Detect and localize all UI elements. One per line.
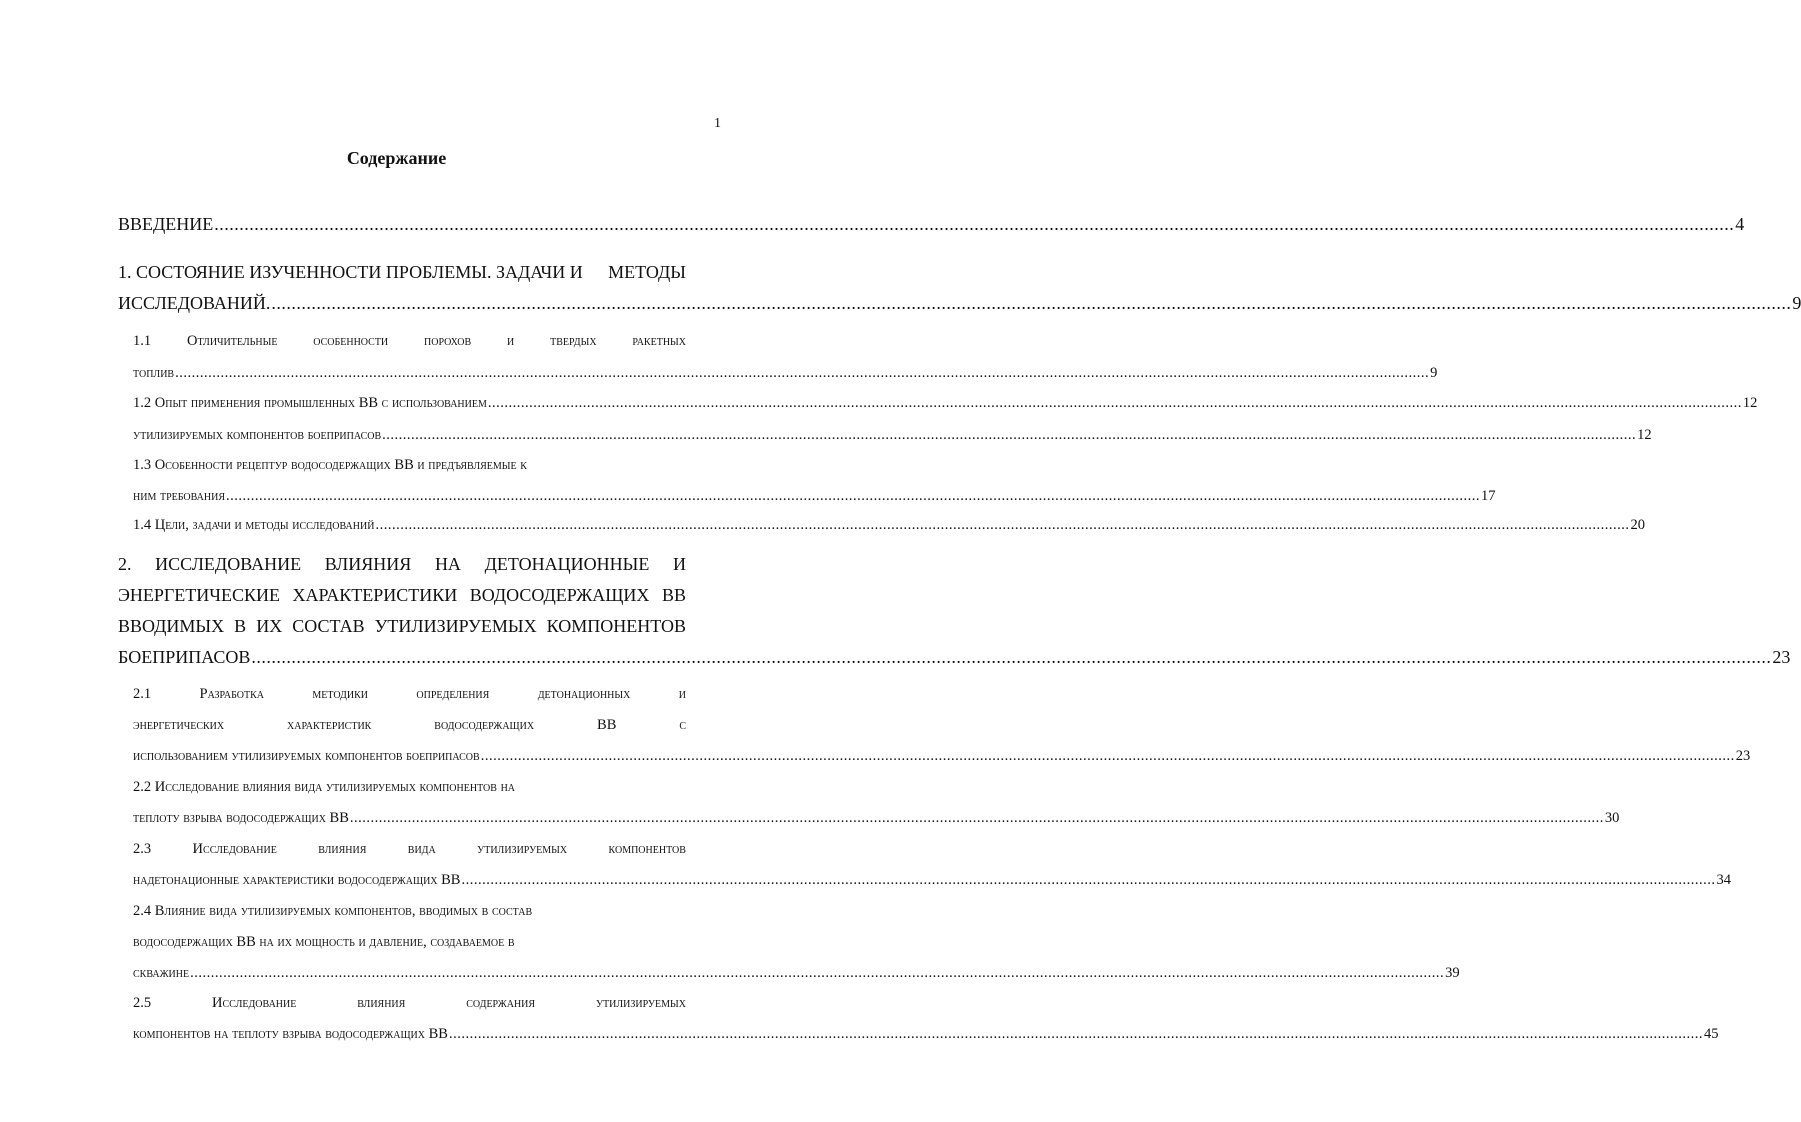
toc-word: особенности: [313, 333, 389, 349]
toc-entry-2-3-line-2: [133, 872, 1731, 888]
toc-page-number: 30: [1604, 810, 1620, 826]
toc-word: Исследование: [212, 995, 297, 1011]
toc-word: 2.: [118, 554, 132, 574]
toc-entry-text: БОЕПРИПАСОВ: [118, 647, 251, 667]
toc-entry-text: скважине: [133, 965, 190, 981]
toc-word: 2.3: [133, 841, 152, 857]
dot-leader: ................................................................................................................................................................................................................................................................................................................: [226, 488, 1481, 504]
dot-leader: ................................................................................................................................................................................................................................................................................................................: [251, 647, 1772, 667]
toc-entry-2-1-line-3: [133, 748, 1751, 764]
toc-entry-1-1-line-1: [133, 334, 686, 349]
toc-word: И: [672, 554, 686, 574]
toc-page-number: 12: [1742, 395, 1758, 411]
toc-entry-text: 1.3 Особенности рецептур водосодержащих ВВ и предъявляемые к: [133, 457, 527, 473]
toc-word: определения: [416, 686, 490, 702]
toc-word: МЕТОДЫ: [608, 262, 686, 282]
toc-entry-text: ВВЕДЕНИЕ: [118, 214, 214, 234]
toc-word: УТИЛИЗИРУЕМЫХ: [374, 616, 537, 636]
toc-page-number: 9: [1430, 365, 1438, 381]
toc-word: СОСТАВ: [292, 616, 365, 636]
toc-entry-text: надетонационные характеристики водосодержащих ВВ: [133, 872, 461, 888]
toc-entry-text: теплоту взрыва водосодержащих ВВ: [133, 810, 349, 826]
toc-word: ИХ: [256, 616, 283, 636]
toc-entry-text: ним требования: [133, 488, 226, 504]
toc-word: характеристик: [287, 717, 372, 733]
toc-word: В: [234, 616, 247, 636]
toc-word: ВВ: [661, 585, 686, 605]
toc-entry-1-1-line-2: [133, 365, 1438, 381]
toc-word: утилизируемых: [595, 995, 686, 1011]
toc-entry-section-2-line-4: [118, 647, 1791, 667]
toc-word: ЭНЕРГЕТИЧЕСКИЕ: [118, 585, 280, 605]
dot-leader: ................................................................................................................................................................................................................................................................................................................: [448, 1026, 1703, 1042]
toc-entry-2-1-line-1: [133, 687, 686, 702]
toc-word: утилизируемых: [477, 841, 568, 857]
toc-entry-section-1-line-2: [118, 293, 1801, 313]
page-number: 1: [714, 116, 721, 131]
toc-word: КОМПОНЕНТОВ: [546, 616, 686, 636]
toc-word: вида: [407, 841, 436, 857]
dot-leader: ................................................................................................................................................................................................................................................................................................................: [382, 427, 1637, 443]
toc-page-number: 34: [1716, 872, 1731, 888]
toc-entry-1-4: [133, 517, 1645, 533]
dot-leader: ................................................................................................................................................................................................................................................................................................................: [349, 810, 1604, 826]
toc-entry-2-3-line-1: [133, 842, 686, 857]
toc-word: твердых: [550, 333, 597, 349]
toc-word: методики: [312, 686, 368, 702]
toc-word: ДЕТОНАЦИОННЫЕ: [484, 554, 650, 574]
toc-word: 1. СОСТОЯНИЕ ИЗУЧЕННОСТИ ПРОБЛЕМЫ. ЗАДАЧИ И: [118, 262, 583, 282]
toc-entry-introduction: [118, 214, 1745, 234]
toc-entry-section-2-line-2: [118, 586, 686, 604]
toc-entry-section-2-line-1: [118, 555, 686, 573]
toc-word: ВЛИЯНИЯ: [324, 554, 412, 574]
toc-page-number: 20: [1630, 517, 1645, 533]
toc-word: Исследование: [192, 841, 277, 857]
toc-entry-1-3-line-2: [133, 488, 1496, 504]
toc-word: порохов: [424, 333, 472, 349]
toc-entry-1-2-line-1: [133, 395, 1758, 411]
toc-entry-section-1-line-1: [118, 263, 686, 281]
toc-word: Разработка: [199, 686, 264, 702]
toc-entry-2-5-line-1: [133, 996, 686, 1011]
toc-entry-2-2-line-2: [133, 810, 1620, 826]
dot-leader: ................................................................................................................................................................................................................................................................................................................: [480, 748, 1735, 764]
toc-word: ВОДОСОДЕРЖАЩИХ: [469, 585, 650, 605]
toc-entry-1-3-line-1: [133, 458, 686, 473]
toc-word: 2.5: [133, 995, 152, 1011]
toc-word: энергетических: [133, 717, 225, 733]
toc-entry-2-1-line-2: [133, 718, 686, 733]
toc-entry-1-2-line-2: [133, 427, 1652, 443]
toc-word: и: [678, 686, 686, 702]
dot-leader: ................................................................................................................................................................................................................................................................................................................: [487, 395, 1742, 411]
toc-entry-text: топлив: [133, 365, 175, 381]
toc-entry-2-4-line-3: [133, 965, 1460, 981]
toc-entry-text: использованием утилизируемых компонентов боеприпасов: [133, 748, 480, 764]
toc-word: детонационных: [537, 686, 631, 702]
toc-page-number: 23: [1735, 748, 1751, 764]
toc-entry-2-5-line-2: [133, 1026, 1719, 1042]
toc-entry-2-4-line-1: [133, 904, 686, 919]
dot-leader: ................................................................................................................................................................................................................................................................................................................: [190, 965, 1445, 981]
toc-entry-text: водосодержащих ВВ на их мощность и давление, создаваемое в: [133, 934, 515, 950]
toc-word: с: [679, 717, 686, 733]
toc-page-number: 23: [1772, 647, 1791, 667]
toc-entry-section-2-line-3: [118, 617, 686, 635]
toc-page-number: 12: [1637, 427, 1652, 443]
toc-word: НА: [434, 554, 461, 574]
toc-entry-text: 2.2 Исследование влияния вида утилизируемых компонентов на: [133, 779, 516, 795]
toc-word: влияния: [318, 841, 367, 857]
toc-entry-text: 2.4 Влияние вида утилизируемых компонентов, вводимых в состав: [133, 903, 533, 919]
toc-word: ракетных: [632, 333, 686, 349]
toc-word: 2.1: [133, 686, 152, 702]
toc-word: 1.1: [133, 333, 152, 349]
toc-word: влияния: [357, 995, 406, 1011]
toc-entry-text: 1.4 Цели, задачи и методы исследований: [133, 517, 375, 533]
dot-leader: ................................................................................................................................................................................................................................................................................................................: [461, 872, 1716, 888]
dot-leader: ................................................................................................................................................................................................................................................................................................................: [175, 365, 1430, 381]
toc-word: ВВ: [597, 717, 617, 733]
toc-entry-text: ИССЛЕДОВАНИЙ.: [118, 293, 271, 313]
toc-page-number: 39: [1445, 965, 1460, 981]
page-title: Содержание: [346, 148, 447, 168]
toc-word: компонентов: [608, 841, 686, 857]
toc-word: водосодержащих: [434, 717, 535, 733]
toc-page-number: 17: [1481, 488, 1496, 504]
toc-word: и: [507, 333, 515, 349]
toc-word: ВВОДИМЫХ: [118, 616, 225, 636]
dot-leader: ................................................................................................................................................................................................................................................................................................................: [375, 517, 1630, 533]
toc-page-number: 4: [1735, 214, 1745, 234]
toc-word: ИССЛЕДОВАНИЕ: [155, 554, 302, 574]
toc-page-number: 45: [1703, 1026, 1719, 1042]
dot-leader: ................................................................................................................................................................................................................................................................................................................: [214, 214, 1735, 234]
toc-page-number: 9: [1792, 293, 1801, 313]
toc-entry-text: 1.2 Опыт применения промышленных ВВ с использованием: [133, 395, 487, 411]
toc-entry-text: утилизируемых компонентов боеприпасов: [133, 427, 382, 443]
toc-entry-text: компонентов на теплоту взрыва водосодержащих ВВ: [133, 1026, 448, 1042]
toc-word: ХАРАКТЕРИСТИКИ: [292, 585, 458, 605]
toc-entry-2-2-line-1: [133, 780, 686, 795]
dot-leader: ................................................................................................................................................................................................................................................................................................................: [271, 293, 1792, 313]
toc-word: содержания: [466, 995, 536, 1011]
toc-entry-2-4-line-2: [133, 935, 686, 950]
toc-word: Отличительные: [186, 333, 278, 349]
